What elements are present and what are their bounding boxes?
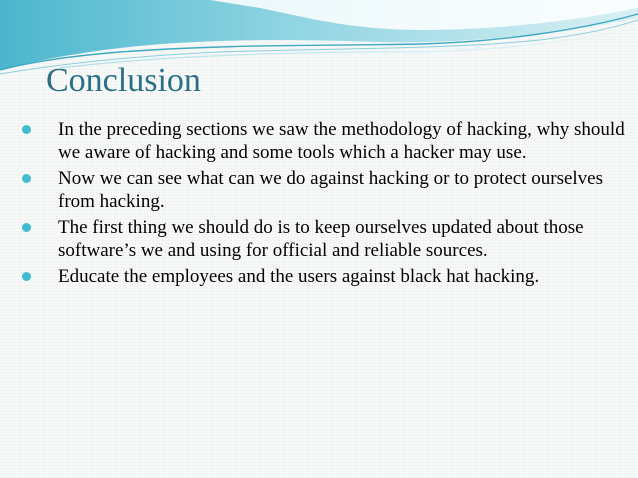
- slide-title: Conclusion: [46, 62, 201, 99]
- bullet-dot-icon: [22, 223, 31, 232]
- bullet-text: Now we can see what can we do against hacking or to protect ourselves from hacking.: [58, 168, 604, 212]
- bullet-item: [20, 216, 625, 262]
- bullet-item: [20, 167, 625, 213]
- bullet-text: In the preceding sections we saw the methodology of hacking, why should we aware of hacking and some tools which a hacker may use.: [58, 119, 625, 163]
- bullet-text: The first thing we should do is to keep ourselves updated about those software’s we and using for official and reliable sources.: [58, 217, 584, 261]
- bullet-dot-icon: [22, 272, 31, 281]
- bullet-item: [20, 265, 625, 288]
- bullet-text: Educate the employees and the users against black hat hacking.: [58, 266, 540, 287]
- bullet-dot-icon: [22, 174, 31, 183]
- bullet-list: [20, 118, 625, 291]
- bullet-item: [20, 118, 625, 164]
- bullet-dot-icon: [22, 125, 31, 134]
